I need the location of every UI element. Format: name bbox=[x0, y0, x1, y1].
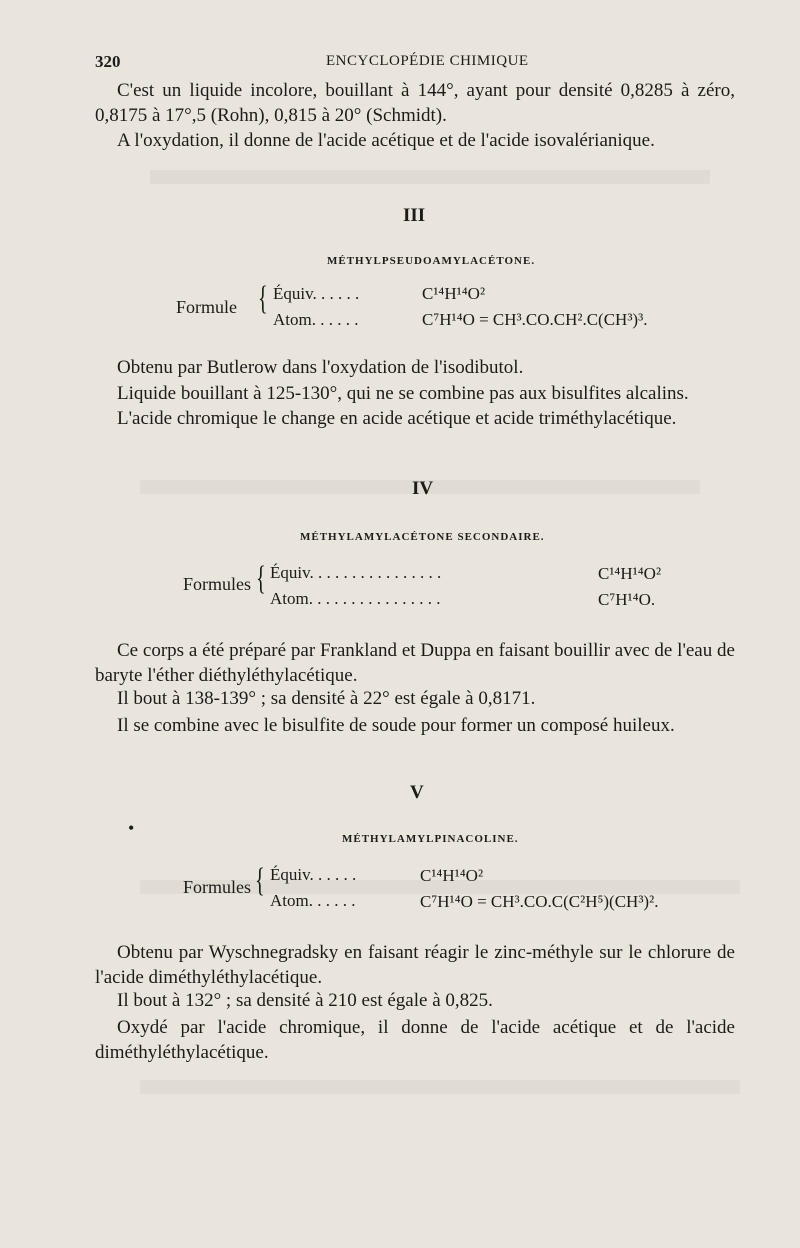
section-numeral: III bbox=[403, 205, 426, 226]
section-paragraph: Oxydé par l'acide chromique, il donne de l'acide acétique et de l'acide diméthyléthylacétique. bbox=[95, 1017, 735, 1063]
intro-paragraph-2: A l'oxydation, il donne de l'acide acétique et de l'acide isovalérianique. bbox=[117, 130, 655, 151]
section-paragraph: Il bout à 138-139° ; sa densité à 22° est égale à 0,8171. bbox=[117, 688, 536, 709]
brace-icon: { bbox=[258, 280, 268, 317]
page-number: 320 bbox=[95, 52, 121, 71]
section-title: MÉTHYLPSEUDOAMYLACÉTONE. bbox=[327, 255, 536, 267]
section-numeral: V bbox=[410, 782, 424, 803]
section-paragraph: Obtenu par Wyschnegradsky en faisant réagir le zinc-méthyle sur le chlorure de l'acide diméthyléthylacétique. bbox=[95, 942, 735, 988]
formula-value: C¹⁴H¹⁴O² bbox=[422, 284, 486, 303]
intro-paragraph-1: C'est un liquide incolore, bouillant à 144°, ayant pour densité 0,8285 à zéro, 0,8175 à 17°,5 (Rohn), 0,815 à 20° (Schmidt). bbox=[95, 80, 735, 126]
show-through bbox=[150, 170, 710, 184]
formula-key: Équiv. . . . . . bbox=[270, 865, 357, 884]
stray-mark: • bbox=[128, 818, 135, 838]
formula-value: C⁷H¹⁴O. bbox=[598, 590, 656, 609]
formula-value: C¹⁴H¹⁴O² bbox=[598, 564, 662, 583]
formula-value: C⁷H¹⁴O = CH³.CO.CH².C(CH³)³. bbox=[422, 310, 648, 329]
formula-key: Atom. . . . . . . . . . . . . . . . bbox=[270, 589, 441, 608]
formula-label: Formules bbox=[183, 574, 252, 594]
section-paragraph: Obtenu par Butlerow dans l'oxydation de l'isodibutol. bbox=[117, 357, 524, 378]
formula-label: Formules bbox=[183, 877, 252, 897]
brace-icon: { bbox=[256, 560, 266, 597]
formula-key: Atom. . . . . . bbox=[273, 310, 359, 329]
formula-key: Équiv. . . . . . bbox=[273, 284, 360, 303]
brace-icon: { bbox=[255, 862, 265, 899]
formula-value: C⁷H¹⁴O = CH³.CO.C(C²H⁵)(CH³)². bbox=[420, 892, 659, 911]
section-title: MÉTHYLAMYLPINACOLINE. bbox=[342, 833, 519, 845]
running-title: ENCYCLOPÉDIE CHIMIQUE bbox=[326, 53, 529, 69]
section-paragraph: Il se combine avec le bisulfite de soude pour former un composé huileux. bbox=[117, 715, 675, 736]
formula-key: Atom. . . . . . bbox=[270, 891, 356, 910]
show-through bbox=[140, 1080, 740, 1094]
formula-label: Formule bbox=[176, 297, 237, 317]
section-paragraph: Ce corps a été préparé par Frankland et Duppa en faisant bouillir avec de l'eau de baryte l'éther diéthyléthylacétique. bbox=[95, 640, 735, 686]
formula-key: Équiv. . . . . . . . . . . . . . . . bbox=[270, 563, 442, 582]
formula-value: C¹⁴H¹⁴O² bbox=[420, 866, 484, 885]
section-title: MÉTHYLAMYLACÉTONE SECONDAIRE. bbox=[300, 531, 545, 543]
section-numeral: IV bbox=[412, 478, 434, 499]
section-paragraph: L'acide chromique le change en acide acétique et acide triméthylacétique. bbox=[117, 408, 677, 429]
section-paragraph: Liquide bouillant à 125-130°, qui ne se combine pas aux bisulfites alcalins. bbox=[117, 383, 689, 404]
section-paragraph: Il bout à 132° ; sa densité à 210 est égale à 0,825. bbox=[117, 990, 493, 1011]
